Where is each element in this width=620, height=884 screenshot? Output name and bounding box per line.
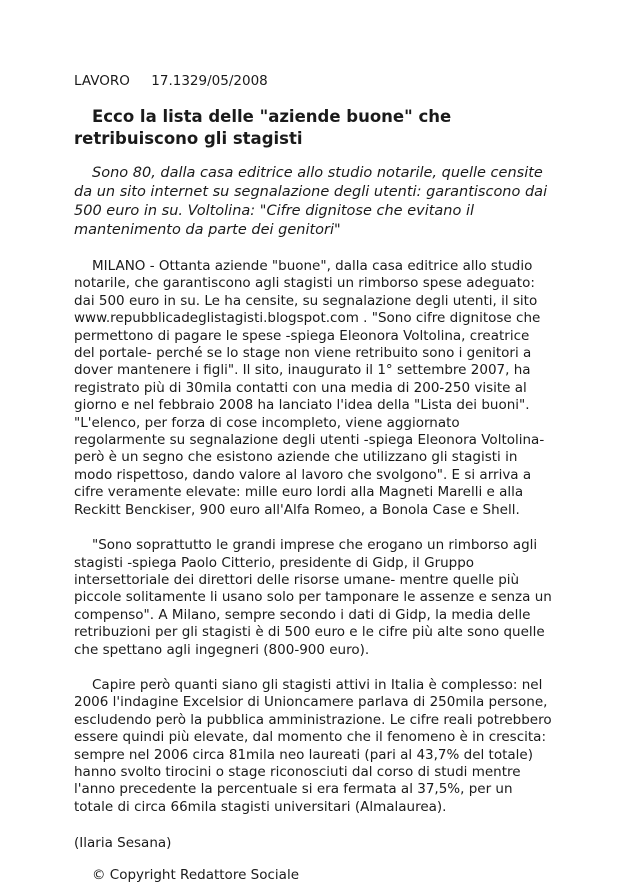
article-title: Ecco la lista delle "aziende buone" che retribuiscono gli stagisti xyxy=(74,107,452,148)
document-page xyxy=(74,72,554,884)
copyright-notice: © Copyright Redattore Sociale xyxy=(92,867,299,884)
article-subtitle: Sono 80, dalla casa editrice allo studio notarile, quelle censite da un sito internet su segnalazione degli utenti: garantiscono dai 500 euro in su. Voltolina: "Cifre dignitose che evitano il mantenimento da parte dei genitori" xyxy=(74,165,548,238)
body-paragraph-2: "Sono soprattutto le grandi imprese che erogano un rimborso agli stagisti -spiega Paolo Citterio, presidente di Gidp, il Gruppo intersettoriale dei direttori delle risorse umane- mentre quelle più piccole solitamente li usano solo per tamponare le assenze e senza un compenso". A Milano, sempre secondo i dati di Gidp, la media delle retribuzioni per gli stagisti è di 500 euro e le cifre più alte sono quelle che spettano agli ingegneri (800-900 euro). xyxy=(74,537,552,658)
body-paragraph-3: Capire però quanti siano gli stagisti attivi in Italia è complesso: nel 2006 l'indagine Excelsior di Unioncamere parlava di 250mila persone, escludendo però la pubblica amministrazione. Le cifre reali potrebbero essere quindi più elevate, dal momento che il fenomeno è in crescita: sempre nel 2006 circa 81mila neo laureati (pari al 43,7% del totale) hanno svolto tirocini o stage riconosciuti dal corso di studi mentre l'anno precedente la percentuale si era fermata al 37,5%, per un totale di circa 66mila stagisti universitari (Almalaurea). xyxy=(74,676,552,815)
author-credit: (Ilaria Sesana) xyxy=(74,835,172,852)
section-date-line: LAVORO 17.1329/05/2008 xyxy=(74,73,268,89)
body-paragraph-1: MILANO - Ottanta aziende "buone", dalla casa editrice allo studio notarile, che garantiscono agli stagisti un rimborso spese adeguato: dai 500 euro in su. Le ha censite, su segnalazione degli utenti, il sito www.repubblicadeglistagisti.blogspot.com . "Sono cifre dignitose che permettono di pagare le spese -spiega Eleonora Voltolina, creatrice del portale- perché se lo stage non viene retribuito sono i genitori a dover mantenere i figli". Il sito, inaugurato il 1° settembre 2007, ha registrato più di 30mila contatti con una media di 200-250 visite al giorno e nel febbraio 2008 ha lanciato l'idea della "Lista dei buoni". "L'elenco, per forza di cose incompleto, viene aggiornato regolarmente su segnalazione degli utenti -spiega Eleonora Voltolina- però è un segno che esistono aziende che utilizzano gli stagisti in modo rispettoso, dando valore al lavoro che svolgono". E si arriva a cifre veramente elevate: mille euro lordi alla Magneti Marelli e alla Reckitt Benckiser, 900 euro all'Alfa Romeo, a Bonola Case e Shell. xyxy=(74,258,545,518)
